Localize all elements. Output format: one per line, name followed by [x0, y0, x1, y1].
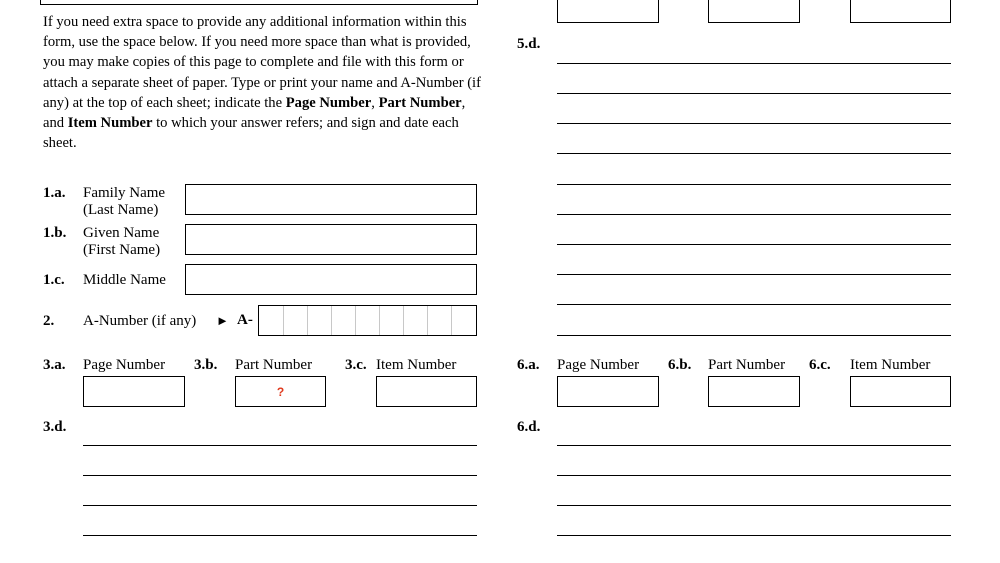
- part-number-label-6: Part Number: [708, 357, 786, 373]
- answer-line[interactable]: [83, 445, 477, 446]
- a-number-cell-divider: [283, 306, 284, 335]
- page-number-field-6[interactable]: [557, 376, 659, 407]
- instructions-bold-page: Page Number: [285, 94, 372, 111]
- answer-line[interactable]: [557, 93, 951, 94]
- answer-line[interactable]: [557, 63, 951, 64]
- last-name-label: (Last Name): [83, 202, 159, 218]
- answer-line[interactable]: [557, 304, 951, 305]
- answer-line[interactable]: [557, 214, 951, 215]
- a-number-cell-divider: [355, 306, 356, 335]
- instructions-bold-part: Part Number: [378, 94, 462, 111]
- instructions-text-end: to which your answer refers; and sign and date each sheet.: [43, 115, 459, 152]
- answer-line[interactable]: [557, 445, 951, 446]
- answer-line[interactable]: [557, 184, 951, 185]
- answer-line[interactable]: [557, 535, 951, 536]
- item-6d-number: 6.d.: [517, 419, 541, 435]
- answer-line[interactable]: [83, 535, 477, 536]
- instructions-text: If you need extra space to provide any additional information within this form, use the space below. If you need more space than what is provided, you may make copies of this page to complete and file with this form or attach a separate sheet of paper. Type or print your name and A-Number (if any) at the top of each sheet; indicate the: [43, 14, 481, 111]
- answer-line[interactable]: [557, 274, 951, 275]
- a-number-field[interactable]: [258, 305, 477, 336]
- part-number-field-5[interactable]: [708, 0, 800, 23]
- a-number-cell-divider: [307, 306, 308, 335]
- answer-line[interactable]: [557, 335, 951, 336]
- given-name-label: Given Name: [83, 225, 160, 241]
- page-number-field-5[interactable]: [557, 0, 659, 23]
- page-number-field[interactable]: [83, 376, 185, 407]
- arrow-right-icon: ►: [216, 313, 229, 328]
- answer-line[interactable]: [83, 475, 477, 476]
- item-3b-number: 3.b.: [194, 357, 218, 373]
- item-number-field-6[interactable]: [850, 376, 951, 407]
- answer-line[interactable]: [557, 123, 951, 124]
- family-name-field[interactable]: [185, 184, 477, 215]
- item-number-label-6: Item Number: [850, 357, 931, 373]
- item-3c-number: 3.c.: [345, 357, 367, 373]
- given-name-field[interactable]: [185, 224, 477, 255]
- family-name-label: Family Name: [83, 185, 166, 201]
- a-number-cell-divider: [403, 306, 404, 335]
- item-number-field[interactable]: [376, 376, 477, 407]
- a-number-prefix: A-: [237, 312, 253, 328]
- page-number-label: Page Number: [83, 357, 166, 373]
- item-3d-number: 3.d.: [43, 419, 67, 435]
- a-number-cell-divider: [451, 306, 452, 335]
- item-1b-label: [83, 225, 160, 259]
- part-number-label: Part Number: [235, 357, 313, 373]
- a-number-cell-divider: [331, 306, 332, 335]
- item-6b-number: 6.b.: [668, 357, 692, 373]
- answer-line[interactable]: [83, 505, 477, 506]
- item-1c-number: 1.c.: [43, 272, 65, 288]
- answer-line[interactable]: [557, 153, 951, 154]
- intro-frame: [40, 0, 478, 5]
- instructions-paragraph: [43, 12, 483, 153]
- item-6a-number: 6.a.: [517, 357, 540, 373]
- middle-name-field[interactable]: [185, 264, 477, 295]
- part-number-field-6[interactable]: [708, 376, 800, 407]
- item-6c-number: 6.c.: [809, 357, 831, 373]
- item-1b-number: 1.b.: [43, 225, 67, 241]
- item-2-number: 2.: [43, 313, 55, 329]
- instructions-sep-2: , and: [43, 94, 466, 132]
- page-number-label-6: Page Number: [557, 357, 640, 373]
- item-1a-number: 1.a.: [43, 185, 66, 201]
- part-number-field[interactable]: [235, 376, 326, 407]
- answer-line[interactable]: [557, 244, 951, 245]
- instructions-bold-item: Item Number: [67, 115, 153, 132]
- item-5d-number: 5.d.: [517, 36, 541, 52]
- required-mark: ?: [276, 385, 285, 399]
- item-1a-label: [83, 185, 165, 219]
- first-name-label: (First Name): [83, 242, 161, 258]
- a-number-cell-divider: [427, 306, 428, 335]
- a-number-label: A-Number (if any): [83, 313, 197, 329]
- item-number-field-5[interactable]: [850, 0, 951, 23]
- item-3a-number: 3.a.: [43, 357, 66, 373]
- middle-name-label: Middle Name: [83, 272, 166, 288]
- answer-line[interactable]: [557, 475, 951, 476]
- answer-line[interactable]: [557, 505, 951, 506]
- item-number-label: Item Number: [376, 357, 457, 373]
- instructions-sep-1: ,: [371, 94, 379, 111]
- a-number-cell-divider: [379, 306, 380, 335]
